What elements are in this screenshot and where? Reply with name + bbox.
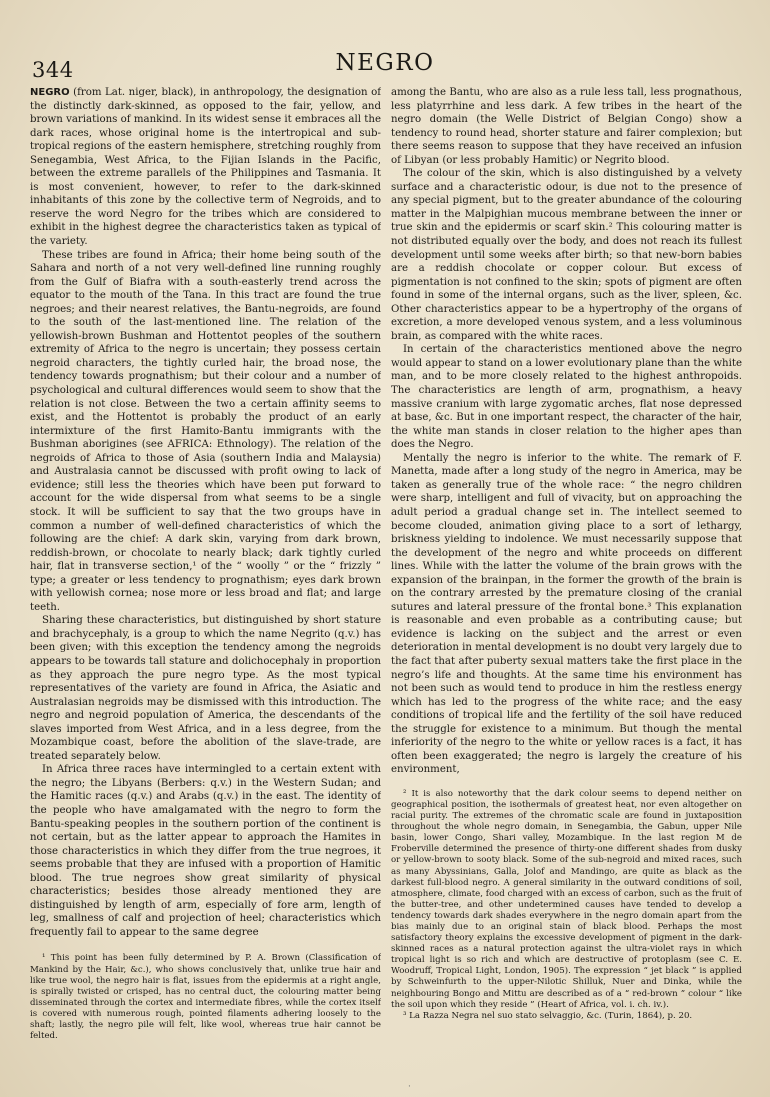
paragraph: In Africa three races have intermingled to a certain extent with the negro; the Libyans (Berbers: q.v.) in the Western Sudan; and the Hamitic races (q.v.) and Arabs (q.v.) in the east. The identity of the people who have amalgamated with the negro to form the Bantu-speaking peoples in the southern portion of the continent is not certain, but as the latter appear to approach the Hamites in those characteristics in which they differ from the true negroes, it seems probable that they are infused with a proportion of Hamitic blood. The true negroes show great similarity of physical characteristics; besides those already mentioned they are distinguished by length of arm, especially of fore arm, length of leg, smallness of calf and projection of heel; characteristics which frequently fail to appear to the same degree [30,764,381,938]
intro-paragraph [30,86,381,249]
page-speck: · [408,1082,411,1092]
right-column [391,86,742,1076]
page-number: 344 [32,58,74,82]
footnote: ² It is also noteworthy that the dark colour seems to depend neither on geographical position, the isothermals of greatest heat, nor even altogether on racial purity. The extremes of the chromatic scale are found in juxtaposition throughout the whole negro domain, in Senegambia, the Gabun, upper Nile basin, lower Congo, Shari valley, Mozambique. In the last region M de Froberville determined the presence of thirty-one different shades from dusky or yellow-brown to sooty black. Some of the sub-negroid and mixed races, such as many Abyssinians, Galla, Jolof and Mandingo, are quite as black as the darkest full-blood negro. A general similarity in the outward conditions of soil, atmosphere, climate, food charged with an excess of carbon, such as the fruit of the butter-tree, and other undetermined causes have tended to develop a tendency towards dark shades everywhere in the negro domain apart from the bias mainly due to an original stain of black blood. Perhaps the most satisfactory theory explains the excessive development of pigment in the dark-skinned races as a natural protection against the ultra-violet rays in which tropical light is so rich and which are destructive of protoplasm (see C. E. Woodruff, Tropical Light, London, 1905). The expression “ jet black ” is applied by Schweinfurth to the upper-Nilotic Shilluk, Nuer and Dinka, while the neighbouring Bongo and Mittu are described as of a “ red-brown ” colour “ like the soil upon which they reside ” (Heart of Africa, vol. i. ch. iv.). [391,788,742,1010]
footnotes-left [30,953,381,1042]
footnote: ³ La Razza Negra nel suo stato selvaggio, &c. (Turin, 1864), p. 20. [403,1010,693,1021]
paragraph: Mentally the negro is inferior to the white. The remark of F. Manetta, made after a long study of the negro in America, may be taken as generally true of the whole race: “ the negro children were sharp, intelligent and full of vivacity, but on approaching the adult period a gradual change set in. The intellect seemed to become clouded, animation giving place to a sort of lethargy, briskness yielding to indolence. We must necessarily suppose that the development of the negro and white proceeds on different lines. While with the latter the volume of the brain grows with the expansion of the brainpan, in the former the growth of the brain is on the contrary arrested by the premature closing of the cranial sutures and lateral pressure of the frontal bone.³ This explanation is reasonable and even probable as a contributing cause; but evidence is lacking on the subject and the arrest or even deterioration in mental development is no doubt very largely due to the fact that after puberty sexual matters take the first place in the negro’s life and thoughts. At the same time his environment has not been such as would tend to produce in him the restless energy which has led to the progress of the white race; and the easy conditions of tropical life and the fertility of the soil have reduced the struggle for existence to a minimum. But though the mental inferiority of the negro to the white or yellow races is a fact, it has often been exaggerated; the negro is largely the creature of his environment, [391,452,742,776]
paragraph: The colour of the skin, which is also distinguished by a velvety surface and a characteristic odour, is due not to the presence of any special pigment, but to the greater abundance of the colouring matter in the Malpighian mucous membrane between the inner or true skin and the epidermis or scarf skin.² This colouring matter is not distributed equally over the body, and does not reach its fullest development until some weeks after birth; so that new-born babies are a reddish chocolate or copper colour. But excess of pigmentation is not confined to the skin; spots of pigment are often found in some of the internal organs, such as the liver, spleen, &c. Other characteristics appear to be a hypertrophy of the organs of excretion, a more developed venous system, and a less voluminous brain, as compared with the white races. [391,168,742,342]
footnote: ¹ This point has been fully determined by P. A. Brown (Classification of Mankind by the Hair, &c.), who shows conclusively that, unlike true hair and like true wool, the negro hair is flat, issues from the epidermis at a right angle, is spirally twisted or crisped, has no central duct, the colouring matter being disseminated through the cortex and intermediate fibres, while the cortex itself is covered with numerous rough, pointed filaments adhering loosely to the shaft; lastly, the negro pile will felt, like wool, whereas true hair cannot be felted. [30,953,381,1042]
paragraph: among the Bantu, who are also as a rule less tall, less prognathous, less platyrrhine and less dark. A few tribes in the heart of the negro domain (the Welle District of Belgian Congo) show a tendency to round head, shorter stature and fairer complexion; but there seems reason to suppose that they have received an infusion of Libyan (or less probably Hamitic) or Negrito blood. [391,87,742,166]
left-column [30,86,381,1076]
intro-text: (from Lat. niger, black), in anthropology, the designation of the distinctly dark-skinned, as opposed to the fair, yellow, and brown variations of mankind. In its widest sense it embraces all the dark races, whose original home is the intertropical and sub-tropical regions of the eastern hemisphere, stretching roughly from Senegambia, West Africa, to the Fijian Islands in the Pacific, between the extreme parallels of the Philippines and Tasmania. It is most convenient, however, to refer to the dark-skinned inhabitants of this zone by the collective term of Negroids, and to reserve the word Negro for the tribes which are considered to exhibit in the highest degree the characteristics taken as typical of the variety. [30,87,381,248]
paragraph: Sharing these characteristics, but distinguished by short stature and brachycephaly, is a group to which the name Negrito (q.v.) has been given; with this exception the tendency among the negroids appears to be towards tall stature and dolichocephaly in proportion as they approach the pure negro type. As the most typical representatives of the variety are found in Africa, the Asiatic and Australasian negroids may be dismissed with this introduction. The negro and negroid population of America, the descendants of the slaves imported from West Africa, and in a less degree, from the Mozambique coast, before the abolition of the slave-trade, are treated separately below. [30,615,381,762]
page-header [32,50,738,84]
footnotes-right [391,789,742,1022]
running-head: NEGRO [335,50,435,76]
paragraph: These tribes are found in Africa; their home being south of the Sahara and north of a not very well-defined line running roughly from the Gulf of Biafra with a south-easterly trend across the equator to the mouth of the Tana. In this tract are found the true negroes; and their nearest relatives, the Bantu-negroids, are found to the south of the last-mentioned line. The relation of the yellowish-brown Bushman and Hottentot peoples of the southern extremity of Africa to the negro is uncertain; they possess certain negroid characters, the tightly curled hair, the broad nose, the tendency towards prognathism; but their colour and a number of psychological and cultural differences would seem to show that the relation is not close. Between the two a certain affinity seems to exist, and the Hottentot is probably the product of an early intermixture of the first Hamito-Bantu immigrants with the Bushman aborigines (see AFRICA: Ethnology). The relation of the negroids of Africa to those of Asia (southern India and Malaysia) and Australasia cannot be discussed with profit owing to lack of evidence; still less the theories which have been put forward to account for the wide dispersal from what seems to be a single stock. It will be sufficient to say that the two groups have in common a number of well-defined characteristics of which the following are the chief: A dark skin, varying from dark brown, reddish-brown, or chocolate to nearly black; dark tightly curled hair, flat in transverse section,¹ of the “ woolly ” or the “ frizzly ” type; a greater or less tendency to prognathism; eyes dark brown with yellowish cornea; nose more or less broad and flat; and large teeth. [30,249,381,613]
paragraph: In certain of the characteristics mentioned above the negro would appear to stand on a lower evolutionary plane than the white man, and to be more closely related to the highest anthropoids. The characteristics are length of arm, prognathism, a heavy massive cranium with large zygomatic arches, flat nose depressed at base, &c. But in one important respect, the character of the hair, the white man stands in closer relation to the higher apes than does the Negro. [391,344,742,451]
headword: NEGRO [30,87,70,98]
